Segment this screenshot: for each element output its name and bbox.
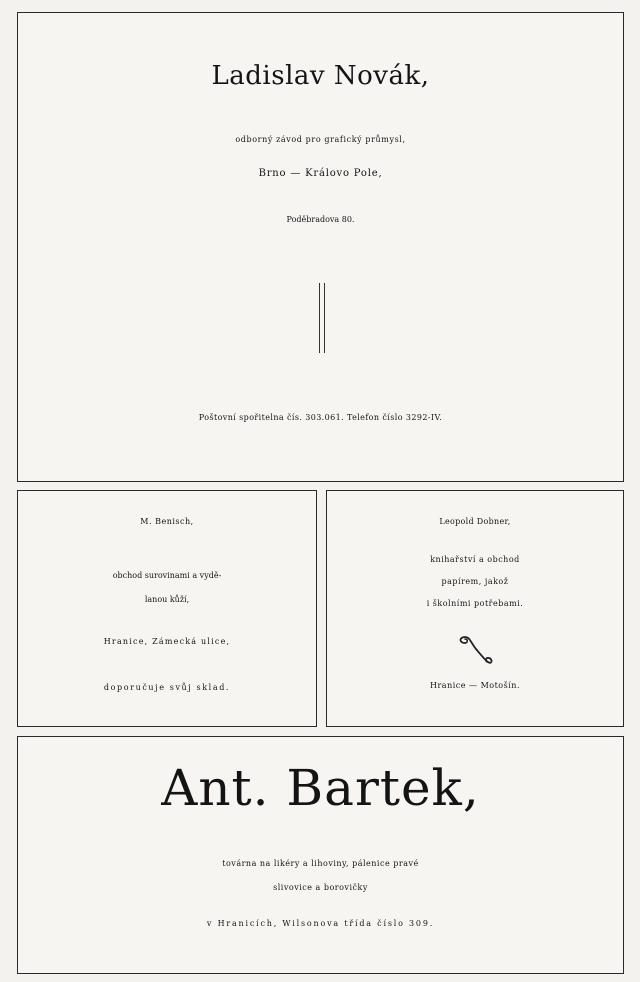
novak-contact-footer: Poštovní spořitelna čís. 303.061. Telefon číslo 3292-IV. [198,413,443,422]
advert-bartek [17,736,624,974]
novak-company-name: Ladislav Novák, [211,61,430,91]
swirl-ornament-icon [457,634,495,668]
double-rule-ornament-icon [319,283,325,353]
benisch-company-name: M. Benisch, [140,517,194,526]
dobner-address: Hranice — Motošín. [430,681,520,690]
dobner-description-line1: knihařství a obchod [430,555,520,564]
advert-benisch [17,490,317,727]
bartek-description-line1: továrna na likéry a lihoviny, pálenice pravé [222,859,419,868]
advert-novak [17,12,624,482]
novak-street: Poděbradova 80. [286,215,355,224]
benisch-slogan: doporučuje svůj sklad. [103,683,231,692]
dobner-description-line2: papírem, jakož [441,577,509,586]
advert-dobner [326,490,624,727]
bartek-address: v Hranicích, Wilsonova třída číslo 309. [206,919,435,928]
bartek-company-name: Ant. Bartek, [161,759,480,817]
benisch-address: Hranice, Zámecká ulice, [103,637,231,646]
dobner-company-name: Leopold Dobner, [439,517,511,526]
bartek-description-line2: slivovice a borovičky [273,883,368,892]
benisch-description-line2: lanou kůží, [144,595,190,604]
novak-description: odborný závod pro grafický průmysl, [235,135,406,144]
dobner-description-line3: i školními potřebami. [426,599,524,608]
novak-city: Brno — Královo Pole, [258,168,383,179]
benisch-description-line1: obchod surovinami a vydě- [112,571,222,580]
